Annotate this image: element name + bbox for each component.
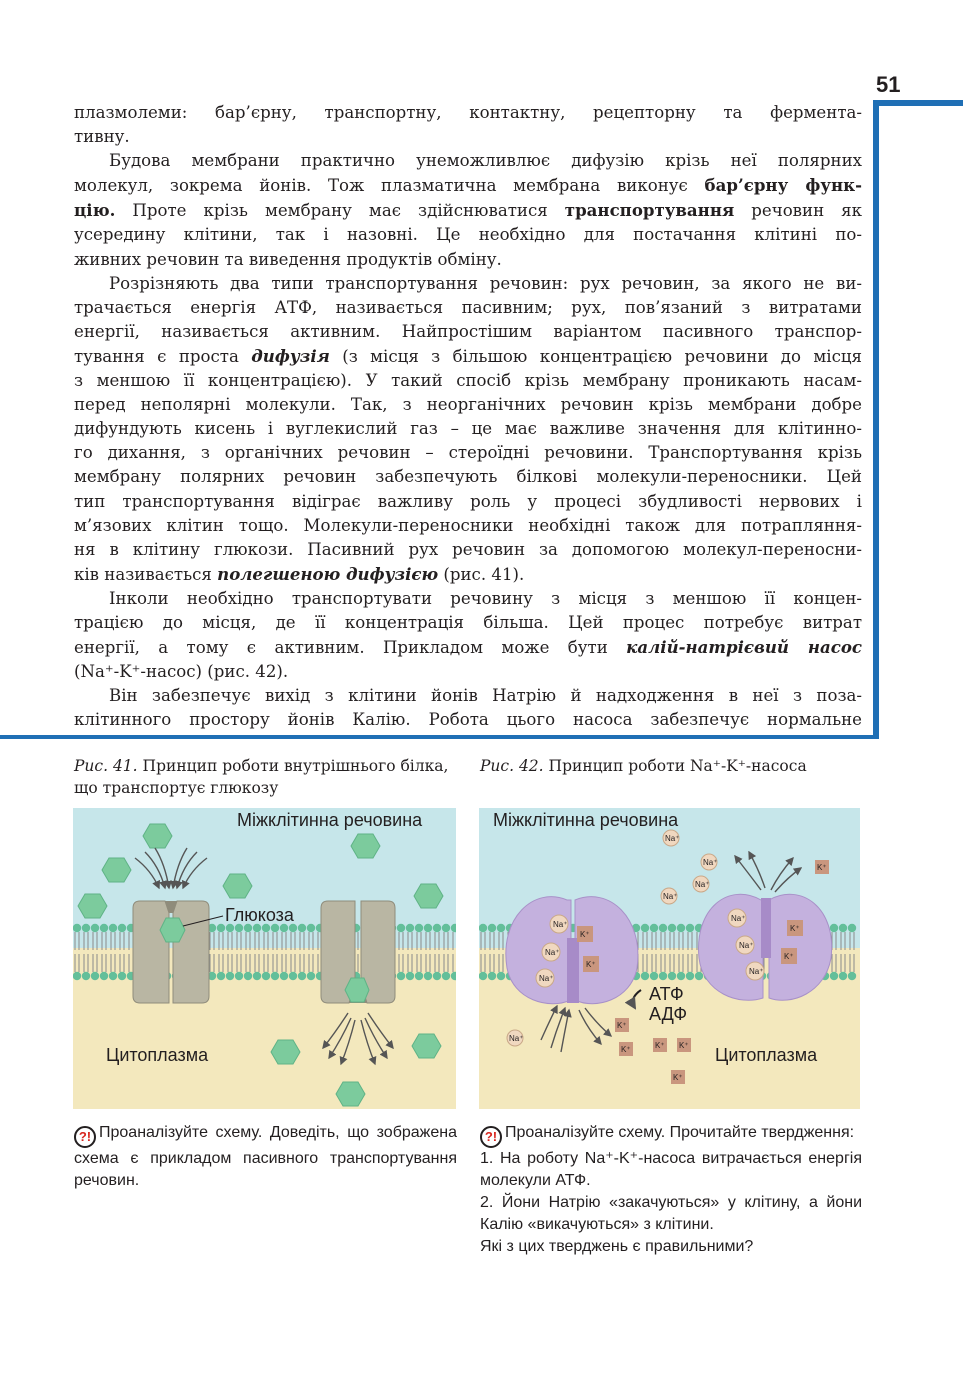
body-text: [74, 101, 862, 732]
text-line: го дихання, з органічних речовин – стероїдні речовини. Транспортування крізь: [74, 443, 862, 463]
potassium-ion: [671, 1070, 685, 1084]
statement-2: 2. Йони Натрію «закачуються» у клітину, а йони Калію «викачуються» з клітини.: [480, 1194, 862, 1233]
svg-text:K⁺: K⁺: [580, 930, 590, 939]
svg-text:K⁺: K⁺: [617, 1021, 627, 1030]
figure-41-label-glucose: Глюкоза: [225, 905, 294, 925]
question-exclamation-icon: ?!: [480, 1126, 502, 1148]
text-line: (Na⁺-K⁺-насос) (рис. 42).: [74, 662, 289, 682]
figure-42-title: Принцип роботи Na⁺-K⁺-насоса: [548, 757, 807, 775]
text-line: Розрізняють два типи транспортування речовин: рух речовин, за якого не ви-: [109, 273, 862, 293]
page-number: 51: [876, 72, 901, 97]
text-line: ків називається полегшеною дифузією (рис. 41).: [74, 563, 525, 584]
statement-1: 1. На роботу Na⁺-K⁺-насоса витрачається енергія молекули АТФ.: [480, 1150, 862, 1189]
sodium-ion: [536, 969, 554, 987]
svg-text:Na⁺: Na⁺: [695, 880, 710, 889]
svg-text:Na⁺: Na⁺: [545, 948, 560, 957]
figure-42-label-atp: АТФ: [649, 984, 684, 1004]
glucose-molecule: [143, 824, 172, 848]
figure-41-task-text: Проаналізуйте схему. Доведіть, що зображена схема є прикладом пасивного транспортування речовин.: [74, 1124, 457, 1189]
figure-41-task: [74, 1122, 457, 1192]
svg-text:Na⁺: Na⁺: [663, 892, 678, 901]
potassium-ion: [653, 1038, 667, 1052]
glucose-molecule: [160, 918, 185, 942]
text-line: тип транспортування відіграє важливу роль у процесі збудливості нервових і: [74, 491, 862, 511]
text-line: енергії, називається активним. Найпростішим варіантом пасивного транспор-: [74, 321, 862, 341]
text-line: перед неполярні молекули. Так, з неорганічних речовин крізь мембрани добре: [74, 395, 862, 415]
figure-41-diagram: [73, 808, 456, 1109]
figure-41-label-cytoplasm: Цитоплазма: [106, 1045, 209, 1065]
text-line: цію. Проте крізь мембрану має здійснюватися транспортування речовин як: [74, 200, 863, 221]
potassium-ion: [787, 920, 803, 936]
bold-italic-term: калій-натрієвий насос: [626, 637, 863, 658]
text-line: Інколи необхідно транспортувати речовину з місця з меншою її концен-: [109, 588, 862, 608]
figure-42-diagram: [479, 808, 860, 1109]
figure-42-number: Рис. 42.: [480, 757, 544, 775]
potassium-ion: [815, 860, 829, 874]
text-line: енергії, а тому є активним. Прикладом може бути калій-натрієвий насос: [74, 637, 863, 658]
glucose-molecule: [223, 874, 252, 898]
text-line: з меншою її концентрацією). У такий спосіб крізь мембрану проникають насам-: [74, 371, 862, 391]
text-line: трачається енергія АТФ, називається пасивним; рух, пов’язаний з витратами: [74, 297, 862, 317]
figure-42-label-extracellular: Міжклітинна речовина: [493, 810, 679, 830]
svg-text:Na⁺: Na⁺: [703, 858, 718, 867]
glucose-molecule: [414, 884, 443, 908]
section-divider-rule: [0, 735, 879, 739]
text-line: мембрану полярних речовин забезпечують білкові молекули-переносники. Цей: [74, 467, 862, 487]
text-line: Будова мембрани практично унеможливлює дифузію крізь неї полярних: [109, 151, 862, 171]
bold-italic-term: дифузія: [251, 345, 330, 366]
svg-text:Na⁺: Na⁺: [665, 834, 680, 843]
svg-text:Na⁺: Na⁺: [539, 974, 554, 983]
question-exclamation-icon: ?!: [74, 1126, 96, 1148]
potassium-ion: [619, 1042, 633, 1056]
svg-text:Na⁺: Na⁺: [509, 1034, 524, 1043]
figure-41-number: Рис. 41.: [74, 757, 138, 775]
figure-42-label-cytoplasm: Цитоплазма: [715, 1045, 818, 1065]
text-line: дифундують кисень і вуглекислий газ – це має важливе значення для клітинно-: [74, 419, 862, 439]
bold-term: бар’єрну функ-: [704, 175, 862, 196]
svg-text:K⁺: K⁺: [655, 1041, 665, 1050]
glucose-molecule: [336, 1082, 365, 1106]
svg-text:Na⁺: Na⁺: [739, 941, 754, 950]
text-line: тивну.: [74, 127, 130, 147]
figure-41-label-extracellular: Міжклітинна речовина: [237, 810, 423, 830]
svg-text:K⁺: K⁺: [784, 952, 794, 961]
figure-42-task: [480, 1122, 862, 1258]
text-line: клітинного простору йонів Калію. Робота цього насоса забезпечує нормальне: [74, 710, 862, 730]
figure-42-label-adp: АДФ: [649, 1004, 688, 1024]
sodium-ion: [507, 1030, 523, 1046]
glucose-molecule: [271, 1040, 300, 1064]
figure-42-task-intro: Проаналізуйте схему. Прочитайте твердження:: [505, 1124, 855, 1141]
text-line: Він забезпечує вихід з клітини йонів Натрію й надходження в неї з поза-: [109, 686, 862, 706]
figure-41-caption: [74, 755, 469, 799]
question-text: Які з цих тверджень є правильними?: [480, 1238, 754, 1255]
potassium-ion: [615, 1018, 629, 1032]
svg-text:K⁺: K⁺: [621, 1045, 631, 1054]
glucose-molecule: [78, 894, 107, 918]
potassium-ion: [781, 948, 797, 964]
bold-term: транспортування: [564, 200, 735, 221]
sodium-ion: [746, 962, 764, 980]
text-line: ня в клітину глюкози. Пасивний рух речовин за допомогою молекул-переносни-: [74, 539, 862, 559]
text-line: усередину клітини, так і назовні. Це необхідно для постачання клітині по-: [74, 225, 862, 245]
figure-42-caption: [480, 755, 860, 777]
glucose-molecule: [351, 834, 380, 858]
svg-text:K⁺: K⁺: [817, 863, 827, 872]
sodium-ion: [663, 830, 679, 846]
svg-text:K⁺: K⁺: [679, 1041, 689, 1050]
svg-text:Na⁺: Na⁺: [553, 920, 568, 929]
text-line: живних речовин та виведення продуктів обміну.: [74, 249, 502, 269]
header-accent-rule: [873, 100, 963, 106]
text-line: м’язових клітин тощо. Молекули-переносники необхідні також для потрапляння-: [74, 515, 862, 535]
glucose-molecule: [412, 1034, 441, 1058]
potassium-ion: [677, 1038, 691, 1052]
text-line: тування є проста дифузія (з місця з більшою концентрацією речовини до місця: [74, 345, 863, 366]
svg-text:Na⁺: Na⁺: [749, 967, 764, 976]
sodium-ion: [542, 943, 560, 961]
glucose-molecule: [102, 858, 131, 882]
text-line: молекул, зокрема йонів. Тож плазматична мембрана виконує бар’єрну функ-: [74, 175, 862, 196]
sodium-ion: [736, 936, 754, 954]
svg-text:K⁺: K⁺: [586, 960, 596, 969]
text-line: плазмолеми: бар’єрну, транспортну, контактну, рецепторну та фермента-: [74, 103, 862, 122]
bold-italic-term: полегшеною дифузією: [217, 563, 439, 584]
svg-text:K⁺: K⁺: [673, 1073, 683, 1082]
sodium-ion: [550, 915, 568, 933]
sodium-ion: [661, 888, 677, 904]
text-line: трацією до місця, де її концентрація більша. Цей процес потребує витрат: [74, 612, 862, 632]
svg-text:K⁺: K⁺: [790, 924, 800, 933]
potassium-ion: [577, 926, 593, 942]
sodium-ion: [701, 854, 717, 870]
bold-term: цію.: [74, 200, 116, 221]
sodium-ion: [728, 909, 746, 927]
side-accent-rule: [873, 100, 879, 738]
figure-41-title: Принцип роботи внутрішнього білка, що транспортує глюкозу: [74, 757, 449, 797]
potassium-ion: [583, 956, 599, 972]
svg-text:Na⁺: Na⁺: [731, 914, 746, 923]
sodium-ion: [693, 876, 709, 892]
